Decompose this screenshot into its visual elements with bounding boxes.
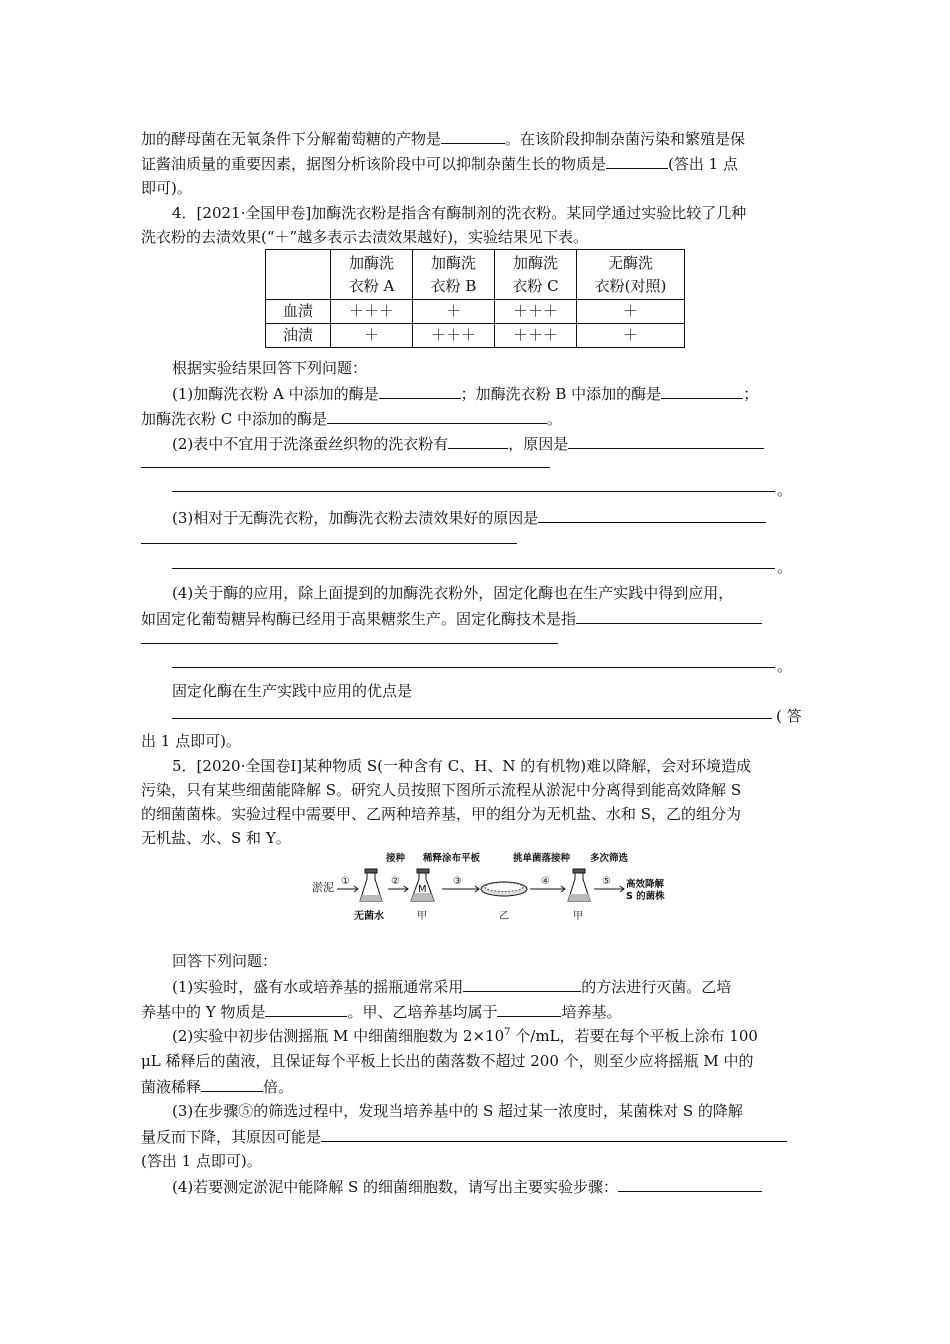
text-line: 固定化酶在生产实践中应用的优点是 — [172, 682, 413, 700]
question-5-3: (答出 1 点即可)。 — [141, 1152, 262, 1170]
text-line: 根据实验结果回答下列问题： — [172, 359, 368, 377]
table-cell: 血渍 — [266, 300, 331, 324]
step-label: 挑单菌落接种 — [513, 853, 571, 864]
question-5-intro: 无机盐、水、S 和 Y。 — [141, 829, 291, 847]
table-cell: 油渍 — [266, 324, 331, 348]
step-number: ① — [341, 876, 350, 887]
text-line: 加的酵母菌在无氧条件下分解葡萄糖的产物是 。在该阶段抑制杂菌污染和繁殖是保 — [141, 126, 745, 152]
question-5-intro: 污染，只有某些细菌能降解 S。研究人员按照下图所示流程从淤泥中分离得到能高效降解 S — [141, 781, 742, 799]
table-cell: ＋＋＋ — [495, 324, 577, 348]
question-4-intro: 4．[2021·全国甲卷]加酶洗衣粉是指含有酶制剂的洗衣粉。某同学通过实验比较了几种 — [172, 204, 747, 222]
text-line: 出 1 点即可)。 — [141, 732, 241, 750]
table-header-cell — [266, 250, 331, 300]
answer-blank[interactable] — [661, 381, 743, 399]
table-header-cell: 加酶洗 衣粉 A — [331, 250, 413, 300]
answer-line[interactable] — [141, 643, 558, 644]
table-row — [266, 300, 685, 324]
step-label: 稀释涂布平板 — [423, 853, 481, 864]
answer-blank[interactable] — [321, 1124, 787, 1142]
text-line: 回答下列问题： — [172, 952, 278, 970]
question-5-2: (2)实验中初步估测摇瓶 M 中细菌细胞数为 $2\times 10^7$ 个/mL，若要在每个平板上涂布 100 — [172, 1027, 758, 1045]
answer-blank[interactable] — [265, 999, 347, 1017]
answer-blank[interactable] — [606, 151, 668, 169]
flask-label: 无菌水 — [354, 911, 384, 922]
question-5-4: (4)若要测定淤泥中能降解 S 的细菌细胞数，请写出主要实验步骤： — [172, 1174, 762, 1200]
table-header-cell: 加酶洗 衣粉 B — [413, 250, 495, 300]
question-4-4: 如固定化葡萄糖异构酶已经用于高果糖浆生产。固定化酶技术是指 — [141, 606, 762, 632]
table-cell: ＋ — [413, 300, 495, 324]
step-label: 接种 — [386, 853, 406, 864]
flask-m-label: M — [418, 884, 427, 895]
text-line: 。 — [777, 657, 793, 675]
table-header-cell: 无酶洗 衣粉(对照) — [577, 250, 685, 300]
answer-line[interactable] — [141, 467, 550, 468]
answer-blank[interactable] — [441, 126, 505, 144]
question-5-1: 养基中的 Y 物质是 。甲、乙培养基均属于 培养基。 — [141, 999, 621, 1025]
step-number: ③ — [453, 876, 462, 887]
step-number: ⑤ — [602, 876, 611, 887]
isolation-flow-diagram — [310, 846, 665, 930]
question-5-intro: 5．[2020·全国卷Ⅰ]某种物质 S(一种含有 C、H、N 的有机物)难以降解，会对环境造成 — [172, 757, 752, 775]
answer-line[interactable] — [141, 543, 517, 544]
table-header-row — [266, 250, 685, 300]
table-cell: ＋ — [577, 300, 685, 324]
answer-blank[interactable] — [379, 381, 461, 399]
table-row — [266, 324, 685, 348]
petri-plate — [481, 882, 527, 896]
answer-blank[interactable] — [201, 1074, 263, 1092]
question-5-1: (1)实验时，盛有水或培养基的摇瓶通常采用 的方法进行灭菌。乙培 — [172, 974, 731, 1000]
plate-label: 乙 — [499, 911, 509, 922]
table-header-cell: 加酶洗 衣粉 C — [495, 250, 577, 300]
answer-line[interactable] — [172, 718, 772, 719]
answer-blank[interactable] — [327, 406, 547, 424]
end-label: 高效降解 — [626, 879, 665, 890]
step-label: 多次筛选 — [590, 853, 629, 864]
table-cell: ＋＋＋ — [331, 300, 413, 324]
answer-blank[interactable] — [576, 606, 762, 624]
answer-line[interactable] — [172, 667, 775, 668]
question-5-2: 菌液稀释 倍。 — [141, 1074, 293, 1100]
question-5-3: 量反而下降，其原因可能是 — [141, 1124, 787, 1150]
flask-label: 甲 — [573, 911, 583, 922]
step-number: ④ — [541, 876, 550, 887]
end-label: S 的菌株 — [626, 891, 665, 902]
table-cell: ＋＋＋ — [413, 324, 495, 348]
flask-label: 甲 — [417, 911, 427, 922]
answer-blank[interactable] — [618, 1174, 762, 1192]
diagram-start-label: 淤泥 — [312, 881, 334, 894]
question-4-1: (1)加酶洗衣粉 A 中添加的酶是 ；加酶洗衣粉 B 中添加的酶是 ； — [172, 381, 758, 407]
flask-sterile-water — [360, 869, 382, 901]
text-line: ( 答 — [776, 707, 802, 725]
question-4-1: 加酶洗衣粉 C 中添加的酶是 。 — [141, 406, 562, 432]
answer-blank[interactable] — [448, 431, 508, 449]
question-4-2: (2)表中不宜用于洗涤蚕丝织物的洗衣粉有 ，原因是 — [172, 431, 764, 457]
text-line: 。 — [777, 481, 793, 499]
question-5-2: μL 稀释后的菌液，且保证每个平板上长出的菌落数不超过 200 个，则至少应将摇瓶 M 中的 — [141, 1052, 754, 1070]
flask-jia — [568, 869, 590, 901]
table-cell: ＋＋＋ — [495, 300, 577, 324]
question-4-4: (4)关于酶的应用，除上面提到的加酶洗衣粉外，固定化酶也在生产实践中得到应用， — [172, 584, 734, 602]
answer-line[interactable] — [172, 568, 775, 569]
question-4-3: (3)相对于无酶洗衣粉，加酶洗衣粉去渍效果好的原因是 — [172, 505, 766, 531]
question-5-3: (3)在步骤⑤的筛选过程中，发现当培养基中的 S 超过某一浓度时，某菌株对 S 的降解 — [172, 1102, 743, 1120]
question-5-intro: 的细菌菌株。实验过程中需要甲、乙两种培养基，甲的组分为无机盐、水和 S，乙的组分为 — [141, 805, 742, 823]
question-4-intro: 洗衣粉的去渍效果(“＋”越多表示去渍效果越好)，实验结果见下表。 — [141, 228, 589, 246]
answer-blank[interactable] — [568, 431, 764, 449]
table-cell: ＋ — [331, 324, 413, 348]
answer-blank[interactable] — [497, 999, 561, 1017]
results-table — [265, 249, 685, 348]
answer-line[interactable] — [172, 491, 775, 492]
answer-blank[interactable] — [463, 974, 581, 992]
text-line: 即可)。 — [141, 179, 192, 197]
table-cell: ＋ — [577, 324, 685, 348]
step-number: ② — [391, 876, 400, 887]
answer-blank[interactable] — [538, 505, 766, 523]
text-line: 。 — [777, 558, 793, 576]
text-line: 证酱油质量的重要因素，据图分析该阶段中可以抑制杂菌生长的物质是 (答出 1 点 — [141, 151, 738, 177]
